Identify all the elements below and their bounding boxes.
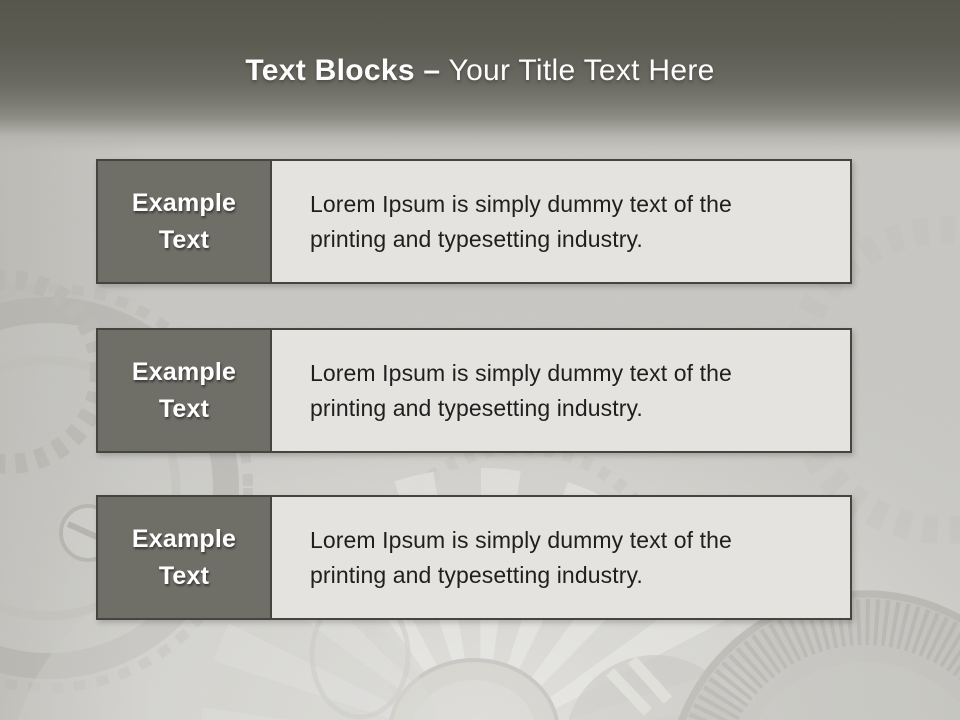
block-body[interactable] — [272, 161, 850, 282]
text-block-row[interactable] — [96, 159, 852, 284]
block-label-line2: Text — [158, 394, 210, 423]
page-title-bold-part: Text Blocks – — [245, 54, 441, 87]
block-body[interactable] — [272, 330, 850, 451]
page-title — [0, 0, 960, 88]
block-body-line2: printing and typesetting industry. — [310, 225, 643, 252]
header-band — [0, 0, 960, 152]
block-label-line2: Text — [158, 225, 210, 254]
text-block-row[interactable] — [96, 328, 852, 453]
block-body-line1: Lorem Ipsum is simply dummy text of the — [310, 359, 732, 386]
text-block-row[interactable] — [96, 495, 852, 620]
block-label[interactable] — [98, 497, 272, 618]
block-body-line2: printing and typesetting industry. — [310, 561, 643, 588]
block-label-line2: Text — [158, 561, 210, 590]
block-body-line1: Lorem Ipsum is simply dummy text of the — [310, 190, 732, 217]
block-body[interactable] — [272, 497, 850, 618]
block-label[interactable] — [98, 330, 272, 451]
block-label-line1: Example — [131, 357, 237, 386]
block-label-line1: Example — [131, 524, 237, 553]
block-label[interactable] — [98, 161, 272, 282]
block-body-line1: Lorem Ipsum is simply dummy text of the — [310, 526, 732, 553]
block-label-line1: Example — [131, 188, 237, 217]
page-title-regular-part: Your Title Text Here — [440, 54, 715, 87]
block-body-line2: printing and typesetting industry. — [310, 394, 643, 421]
